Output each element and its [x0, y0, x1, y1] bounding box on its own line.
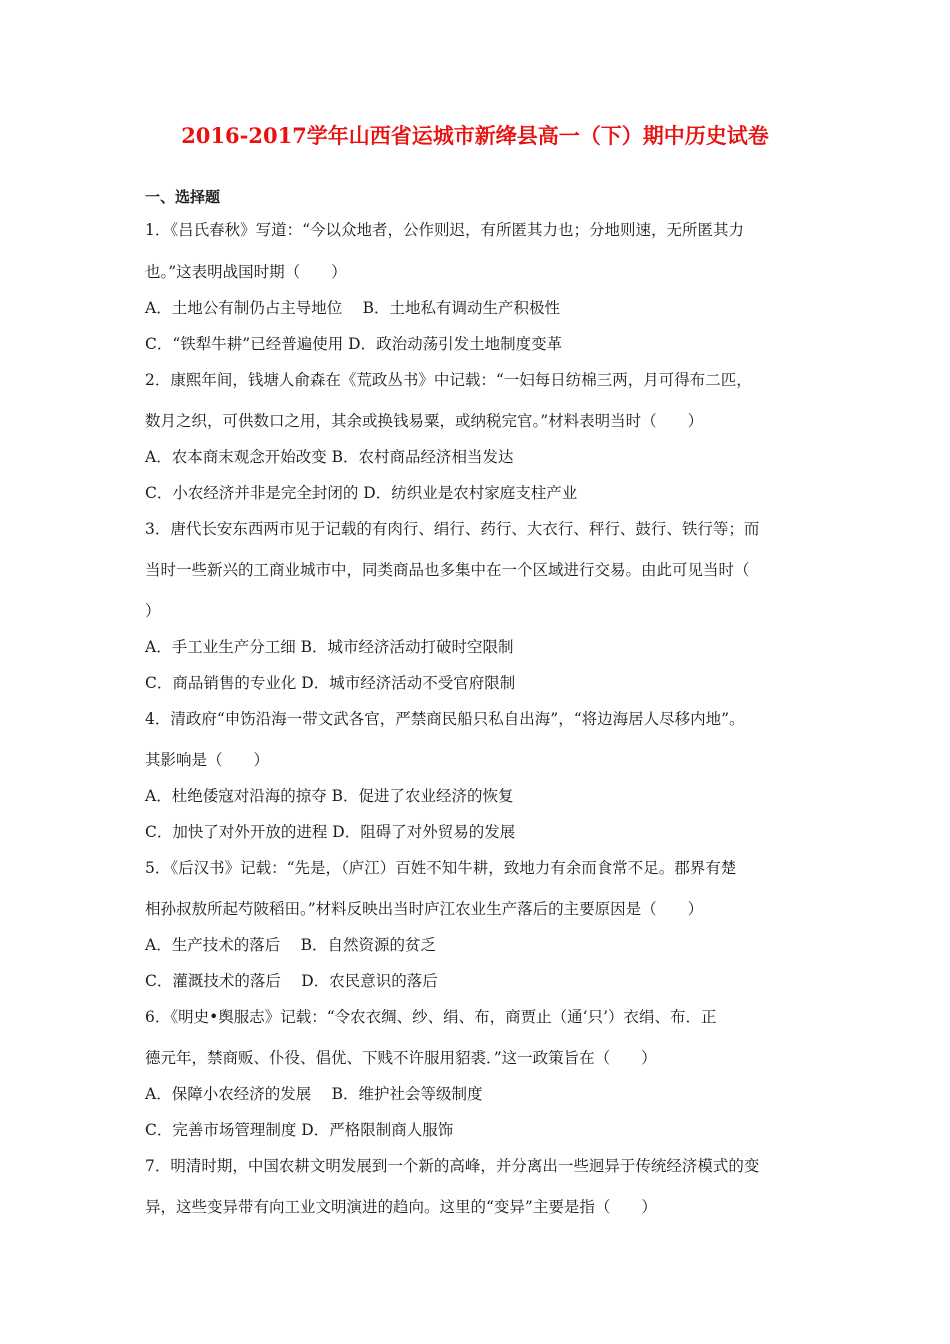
q5-line-1: 5．《后汉书》记载：“先是，（庐江）百姓不知牛耕，致地力有余而食常不足。郡界有楚 [145, 859, 737, 877]
q6-line-2: 德元年，禁商贩、仆役、倡优、下贱不许服用貂裘．”这一政策旨在（ ） [145, 1049, 657, 1067]
q1-line-1: 1．《吕氏春秋》写道：“今以众地者，公作则迟，有所匿其力也；分地则速，无所匿其力 [145, 221, 745, 239]
q7-line-2: 异，这些变异带有向工业文明演进的趋向。这里的“变异”主要是指（ ） [145, 1198, 657, 1216]
q2-line-1: 2．康熙年间，钱塘人俞森在《荒政丛书》中记载：“一妇每日纺棉三两，月可得布二匹， [145, 371, 752, 389]
q4-line-1: 4．清政府“申饬沿海一带文武各官，严禁商民船只私自出海”，“将边海居人尽移内地”。 [145, 710, 745, 728]
q3-line-2: 当时一些新兴的工商业城市中，同类商品也多集中在一个区域进行交易。由此可见当时（ [145, 561, 750, 579]
q7-line-1: 7．明清时期，中国农耕文明发展到一个新的高峰，并分离出一些迥异于传统经济模式的变 [145, 1157, 760, 1175]
q3-line-3: ） [145, 602, 161, 620]
q5-options-cd: C．灌溉技术的落后 D．农民意识的落后 [145, 972, 438, 990]
q3-line-1: 3．唐代长安东西两市见于记载的有肉行、绢行、药行、大衣行、秤行、鼓行、铁行等；而 [145, 520, 760, 538]
q3-options-cd: C．商品销售的专业化 D．城市经济活动不受官府限制 [145, 674, 516, 692]
q2-line-2: 数月之织，可供数口之用，其余或换钱易粟，或纳税完官。”材料表明当时（ ） [145, 412, 704, 430]
q1-options-cd: C．“铁犁牛耕”已经普遍使用 D．政治动荡引发土地制度变革 [145, 335, 563, 353]
q3-options-ab: A．手工业生产分工细 B．城市经济活动打破时空限制 [145, 638, 514, 656]
q2-options-ab: A．农本商末观念开始改变 B．农村商品经济相当发达 [145, 448, 514, 466]
q5-options-ab: A．生产技术的落后 B．自然资源的贫乏 [145, 936, 437, 954]
q6-line-1: 6．《明史•舆服志》记载：“令农衣绸、纱、绢、布，商贾止（通‘只’）衣绢、布．正 [145, 1008, 717, 1026]
q4-options-ab: A．杜绝倭寇对沿海的掠夺 B．促进了农业经济的恢复 [145, 787, 514, 805]
q1-options-ab: A．土地公有制仍占主导地位 B．土地私有调动生产积极性 [145, 299, 561, 317]
q6-options-cd: C．完善市场管理制度 D．严格限制商人服饰 [145, 1121, 454, 1139]
q4-options-cd: C．加快了对外开放的进程 D．阻碍了对外贸易的发展 [145, 823, 516, 841]
q5-line-2: 相孙叔敖所起芍陂稻田。”材料反映出当时庐江农业生产落后的主要原因是（ ） [145, 900, 704, 918]
section-heading: 一、选择题 [145, 188, 221, 206]
page-title: 2016-2017学年山西省运城市新绛县高一（下）期中历史试卷 [181, 123, 769, 148]
q2-options-cd: C．小农经济并非是完全封闭的 D．纺织业是农村家庭支柱产业 [145, 484, 578, 502]
q6-options-ab: A．保障小农经济的发展 B．维护社会等级制度 [145, 1085, 483, 1103]
q1-line-2: 也。”这表明战国时期（ ） [145, 263, 347, 281]
q4-line-2: 其影响是（ ） [145, 751, 270, 769]
